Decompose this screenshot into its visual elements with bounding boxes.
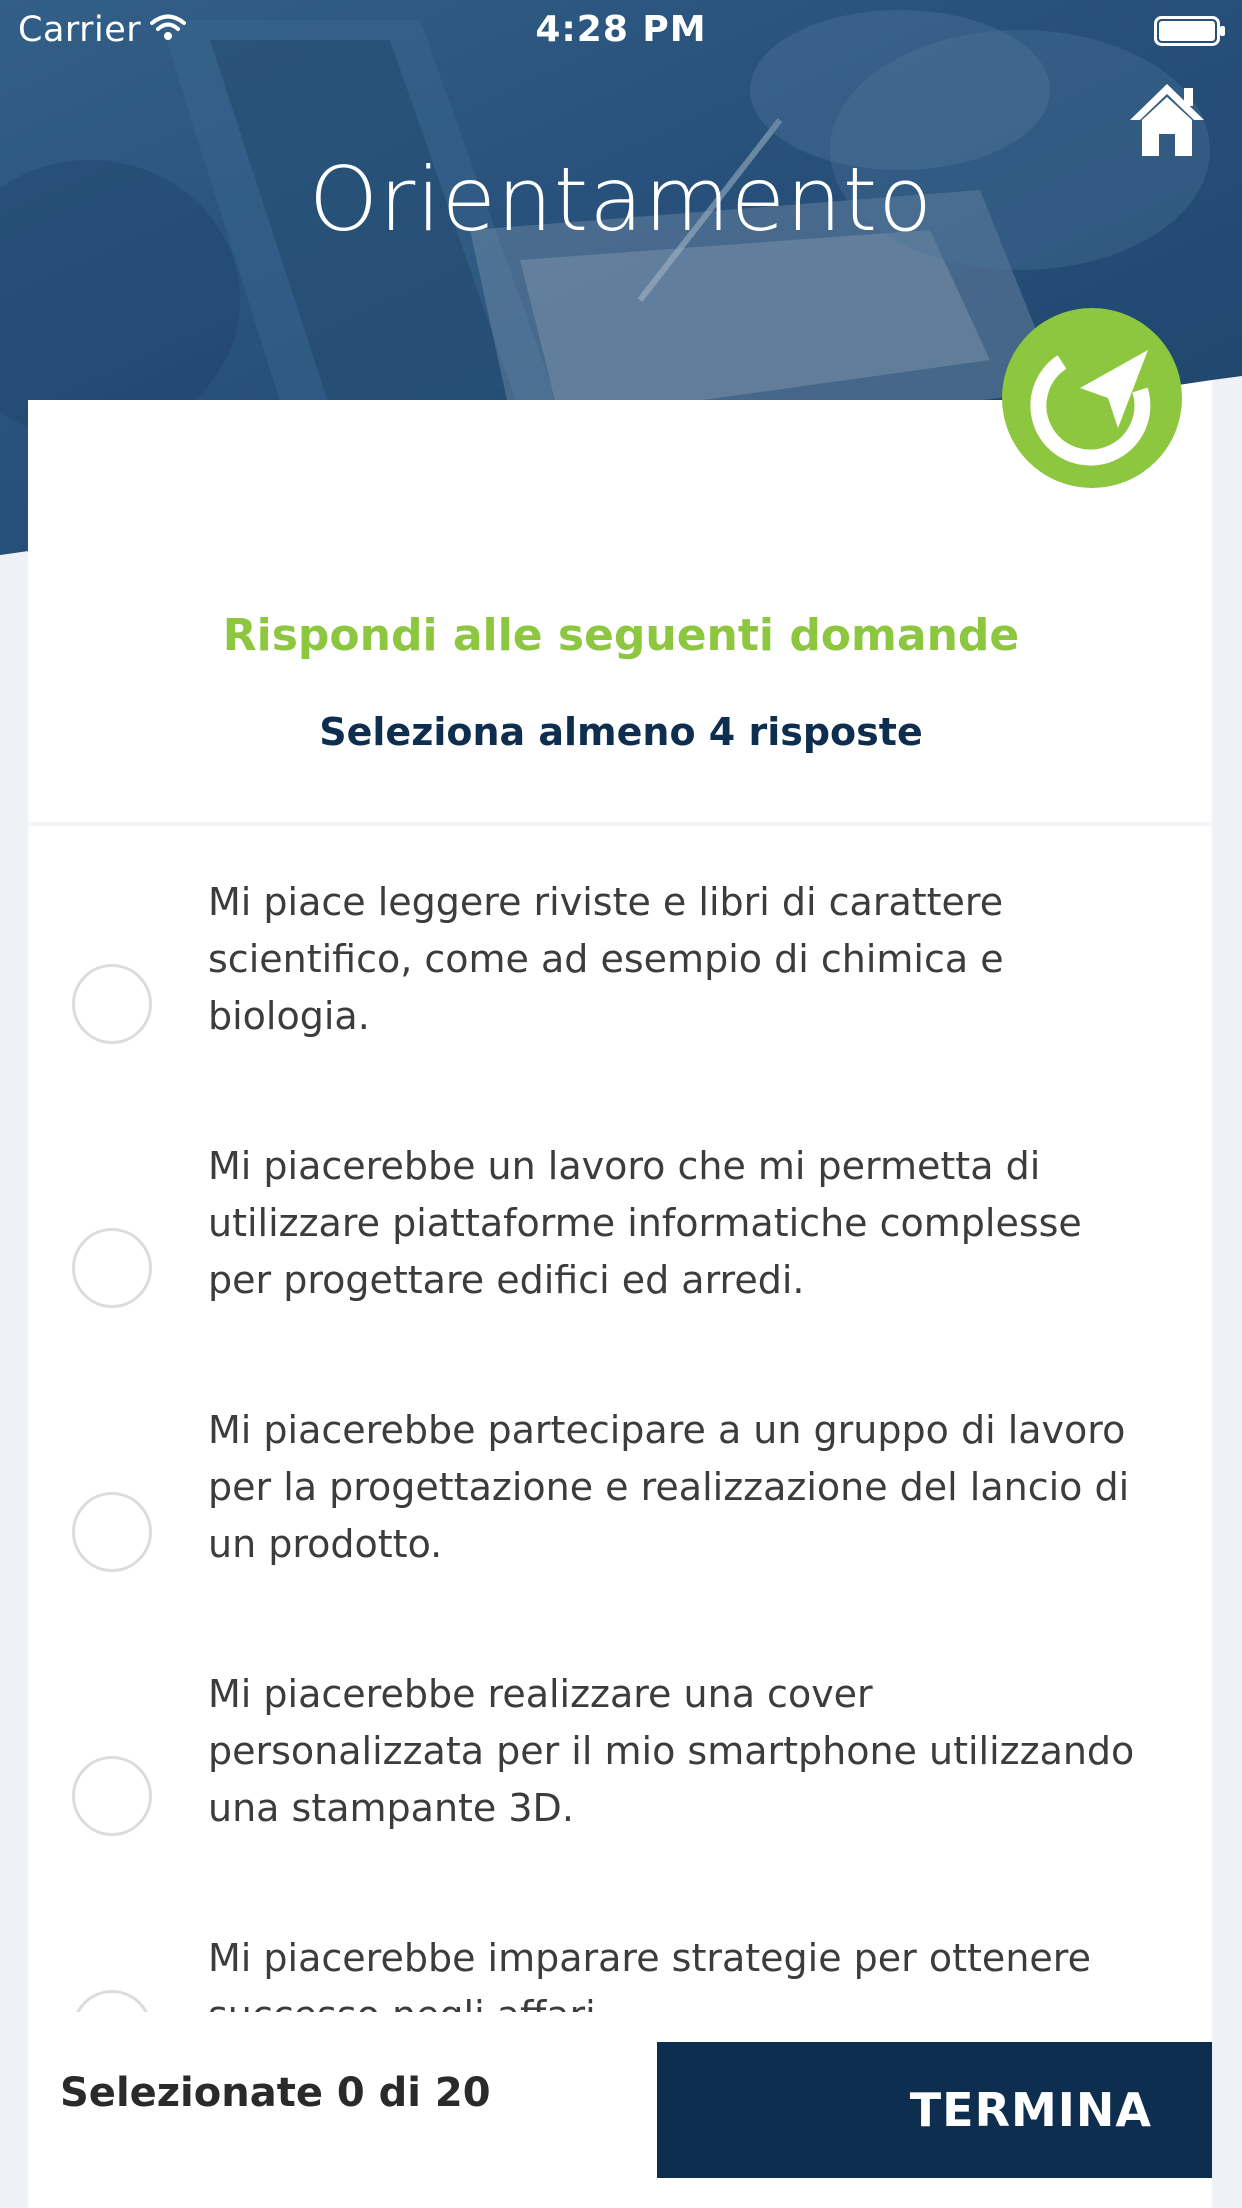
questions-heading: Rispondi alle seguenti domande — [222, 610, 1020, 661]
question-text: Mi piacerebbe partecipare a un gruppo di lavoro per la progettazione e realizzazione del lancio di un prodotto. — [208, 1408, 1130, 1566]
page-title: Orientamento — [308, 148, 934, 251]
question-item[interactable] — [28, 1666, 1212, 1930]
status-bar — [0, 0, 1242, 60]
question-item[interactable] — [28, 1402, 1212, 1666]
footer-bar — [28, 2012, 1212, 2174]
selected-count: Selezionate 0 di 20 — [60, 2070, 491, 2116]
carrier-label: Carrier — [18, 10, 142, 50]
answer-radio[interactable] — [72, 1756, 152, 1836]
answer-radio[interactable] — [72, 1228, 152, 1308]
status-time: 4:28 PM — [535, 9, 707, 50]
compass-arrow-logo — [1000, 306, 1184, 490]
question-list[interactable] — [28, 826, 1212, 2014]
home-icon[interactable] — [1128, 80, 1206, 160]
question-text: Mi piacerebbe imparare strategie per ottenere — [208, 1936, 1091, 1980]
selection-instruction: Seleziona almeno 4 risposte — [319, 710, 923, 754]
answer-radio[interactable] — [72, 1492, 152, 1572]
question-text: Mi piacerebbe realizzare una cover personalizzata per il mio smartphone utilizzando una stampante 3D. — [208, 1672, 1135, 1830]
battery-icon — [1154, 16, 1226, 46]
question-item[interactable] — [28, 1138, 1212, 1402]
question-text: Mi piacerebbe un lavoro che mi permetta di utilizzare piattaforme informatiche complesse per progettare edifici ed arredi. — [208, 1144, 1082, 1302]
question-item[interactable] — [28, 874, 1212, 1138]
question-text: Mi piace leggere riviste e libri di carattere scientifico, come ad esempio di chimica e biologia. — [208, 880, 1004, 1038]
finish-button[interactable]: TERMINA — [657, 2042, 1212, 2178]
answer-radio[interactable] — [72, 964, 152, 1044]
